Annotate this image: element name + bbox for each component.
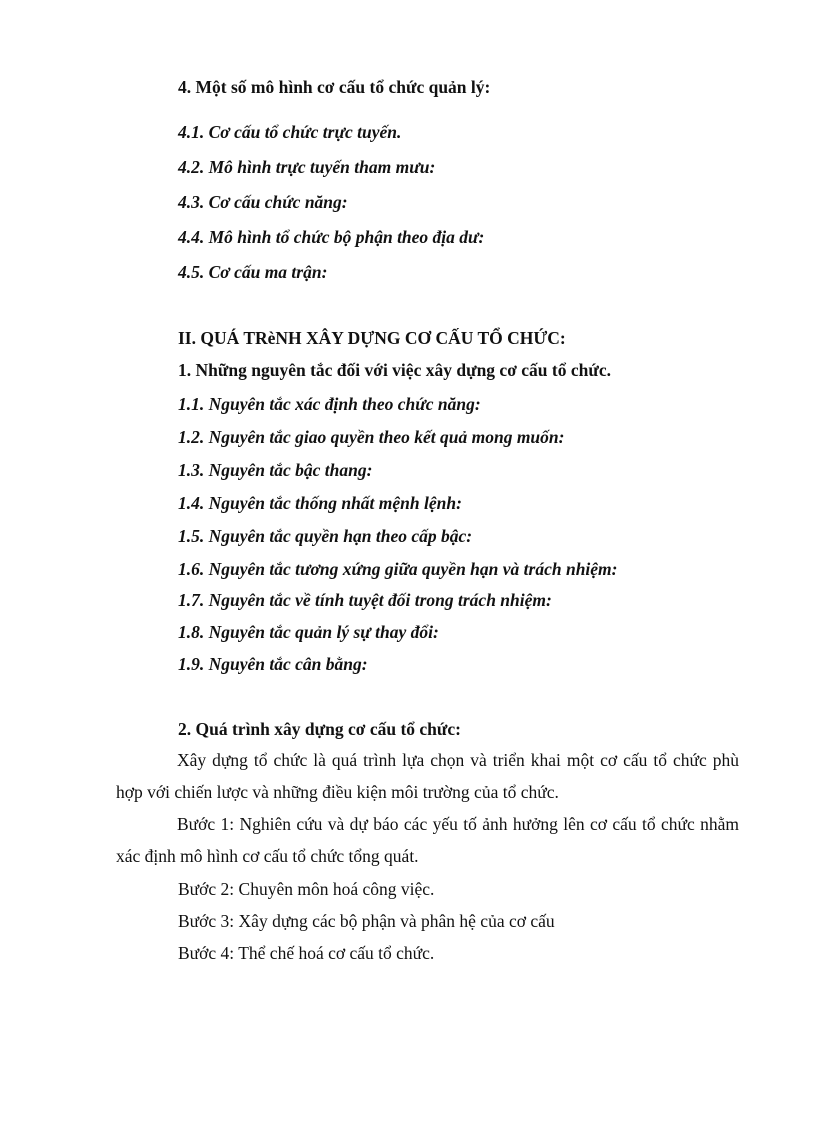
section-4-heading: 4. Một số mô hình cơ cấu tổ chức quản lý: bbox=[178, 77, 491, 97]
principle-1-4: 1.4. Nguyên tắc thống nhất mệnh lệnh: bbox=[178, 493, 462, 513]
section-4-item-3: 4.3. Cơ cấu chức năng: bbox=[178, 192, 348, 212]
section-4-item-2: 4.2. Mô hình trực tuyến tham mưu: bbox=[178, 157, 436, 177]
principle-1-8: 1.8. Nguyên tắc quản lý sự thay đổi: bbox=[178, 622, 439, 642]
paragraph-intro: Xây dựng tổ chức là quá trình lựa chọn và triển khai một cơ cấu tổ chức phù hợp với chiến lược và những điều kiện môi trường của tổ chức. bbox=[116, 750, 739, 802]
principle-1-3: 1.3. Nguyên tắc bậc thang: bbox=[178, 460, 373, 480]
section-4-item-1: 4.1. Cơ cấu tổ chức trực tuyến. bbox=[178, 122, 402, 142]
paragraph-step-2: Bước 2: Chuyên môn hoá công việc. bbox=[178, 879, 435, 899]
subsection-2-heading: 2. Quá trình xây dựng cơ cấu tổ chức: bbox=[178, 719, 461, 739]
paragraph-step-3: Bước 3: Xây dựng các bộ phận và phân hệ của cơ cấu bbox=[178, 911, 555, 931]
principle-1-5: 1.5. Nguyên tắc quyền hạn theo cấp bậc: bbox=[178, 526, 473, 546]
principle-1-7: 1.7. Nguyên tắc về tính tuyệt đối trong trách nhiệm: bbox=[178, 590, 552, 610]
principle-1-1: 1.1. Nguyên tắc xác định theo chức năng: bbox=[178, 394, 481, 414]
section-4-item-4: 4.4. Mô hình tổ chức bộ phận theo địa dư: bbox=[178, 227, 485, 247]
subsection-1-heading: 1. Những nguyên tắc đối với việc xây dựng cơ cấu tổ chức. bbox=[178, 360, 611, 380]
section-4-item-5: 4.5. Cơ cấu ma trận: bbox=[178, 262, 328, 282]
paragraph-step-4: Bước 4: Thể chế hoá cơ cấu tổ chức. bbox=[178, 943, 435, 963]
paragraph-step-1: Bước 1: Nghiên cứu và dự báo các yếu tố ảnh hưởng lên cơ cấu tổ chức nhằm xác định mô hình cơ cấu tổ chức tổng quát. bbox=[116, 814, 739, 866]
principle-1-9: 1.9. Nguyên tắc cân bằng: bbox=[178, 654, 368, 674]
principle-1-6: 1.6. Nguyên tắc tương xứng giữa quyền hạn và trách nhiệm: bbox=[178, 559, 618, 579]
part-ii-heading: II. QUÁ TRèNH XÂY DỰNG CƠ CẤU TỔ CHỨC: bbox=[178, 328, 566, 348]
principle-1-2: 1.2. Nguyên tắc giao quyền theo kết quả mong muốn: bbox=[178, 427, 565, 447]
